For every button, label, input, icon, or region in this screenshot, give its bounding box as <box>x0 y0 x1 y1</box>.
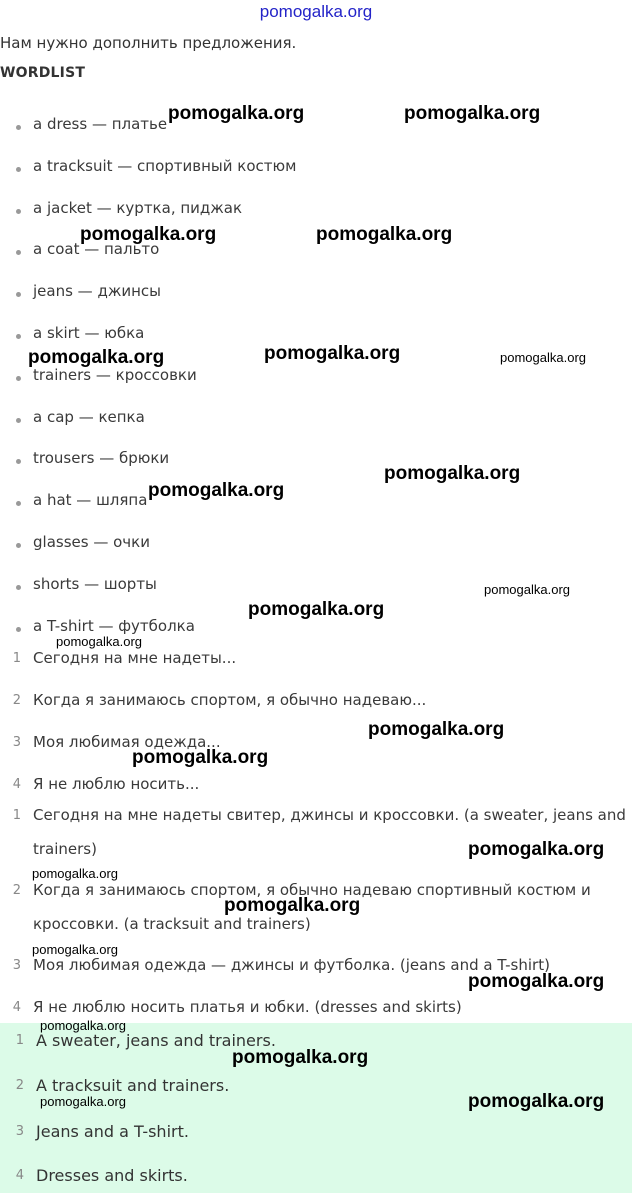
watermark: pomogalka.org <box>40 1094 126 1109</box>
prompt-number: 4 <box>12 777 21 792</box>
prompt-number: 1 <box>12 651 21 666</box>
bullet <box>16 209 21 214</box>
bullet <box>16 167 21 172</box>
bullet <box>16 627 21 632</box>
translation-text: Когда я занимаюсь спортом, я обычно надеваю спортивный костюм и кроссовки. (a tracksuit and trainers) <box>33 881 591 933</box>
bullet <box>16 459 21 464</box>
wordlist-item: shorts — шорты <box>33 575 157 593</box>
bullet <box>16 125 21 130</box>
watermark: pomogalka.org <box>148 480 285 501</box>
answer-number: 1 <box>15 1033 24 1048</box>
prompt-text: Моя любимая одежда... <box>33 733 221 751</box>
answer-number: 4 <box>15 1168 24 1183</box>
header-watermark: pomogalka.org <box>259 2 373 21</box>
watermark: pomogalka.org <box>264 343 401 364</box>
prompt-number: 2 <box>12 693 21 708</box>
watermark: pomogalka.org <box>484 582 570 597</box>
bullet <box>16 501 21 506</box>
answer-number: 3 <box>15 1124 24 1139</box>
watermark: pomogalka.org <box>384 463 521 484</box>
wordlist-item: trainers — кроссовки <box>33 366 197 384</box>
watermark: pomogalka.org <box>32 866 118 881</box>
translation-number: 1 <box>12 808 21 823</box>
translation-number: 4 <box>12 1000 21 1015</box>
answer-text: A tracksuit and trainers. <box>36 1076 230 1095</box>
wordlist-item: a skirt — юбка <box>33 324 145 342</box>
translation-text: Сегодня на мне надеты свитер, джинсы и кроссовки. (a sweater, jeans and trainers) <box>33 806 626 858</box>
answer-text: Dresses and skirts. <box>36 1166 188 1185</box>
watermark: pomogalka.org <box>28 347 165 368</box>
answer-text: Jeans and a T-shirt. <box>36 1122 189 1141</box>
translation-number: 3 <box>12 958 21 973</box>
wordlist-item: a tracksuit — спортивный костюм <box>33 157 297 175</box>
answer-number: 2 <box>15 1078 24 1093</box>
wordlist-item: trousers — брюки <box>33 449 170 467</box>
watermark: pomogalka.org <box>132 747 269 768</box>
translation-text: Я не люблю носить платья и юбки. (dresses and skirts) <box>33 998 462 1016</box>
wordlist-title: WORDLIST <box>0 65 86 81</box>
wordlist-item: glasses — очки <box>33 533 150 551</box>
watermark: pomogalka.org <box>316 224 453 245</box>
intro-text: Нам нужно дополнить предложения. <box>0 34 297 52</box>
bullet <box>16 250 21 255</box>
bullet <box>16 543 21 548</box>
watermark: pomogalka.org <box>40 1018 126 1033</box>
watermark: pomogalka.org <box>468 839 605 860</box>
bullet <box>16 292 21 297</box>
wordlist-item: jeans — джинсы <box>33 282 161 300</box>
bullet <box>16 418 21 423</box>
watermark: pomogalka.org <box>248 599 385 620</box>
prompt-number: 3 <box>12 735 21 750</box>
watermark: pomogalka.org <box>224 895 361 916</box>
watermark: pomogalka.org <box>468 1091 605 1112</box>
answer-text: A sweater, jeans and trainers. <box>36 1031 276 1050</box>
bullet <box>16 585 21 590</box>
bullet <box>16 334 21 339</box>
watermark: pomogalka.org <box>80 224 217 245</box>
watermark: pomogalka.org <box>500 350 586 365</box>
translation-number: 2 <box>12 883 21 898</box>
prompt-text: Сегодня на мне надеты... <box>33 649 237 667</box>
bullet <box>16 376 21 381</box>
prompt-text: Когда я занимаюсь спортом, я обычно надеваю... <box>33 691 427 709</box>
watermark: pomogalka.org <box>368 719 505 740</box>
wordlist-item: a cap — кепка <box>33 408 145 426</box>
watermark: pomogalka.org <box>404 103 541 124</box>
wordlist-item: a dress — платье <box>33 115 168 133</box>
prompt-text: Я не люблю носить... <box>33 775 200 793</box>
wordlist-item: a jacket — куртка, пиджак <box>33 199 243 217</box>
watermark: pomogalka.org <box>32 942 118 957</box>
wordlist-item: a T-shirt — футболка <box>33 617 195 635</box>
watermark: pomogalka.org <box>56 634 142 649</box>
watermark: pomogalka.org <box>232 1047 369 1068</box>
translation-text: Моя любимая одежда — джинсы и футболка. (jeans and a T-shirt) <box>33 956 550 974</box>
wordlist-item: a coat — пальто <box>33 240 160 258</box>
watermark: pomogalka.org <box>468 971 605 992</box>
wordlist-item: a hat — шляпа <box>33 491 148 509</box>
watermark: pomogalka.org <box>168 103 305 124</box>
